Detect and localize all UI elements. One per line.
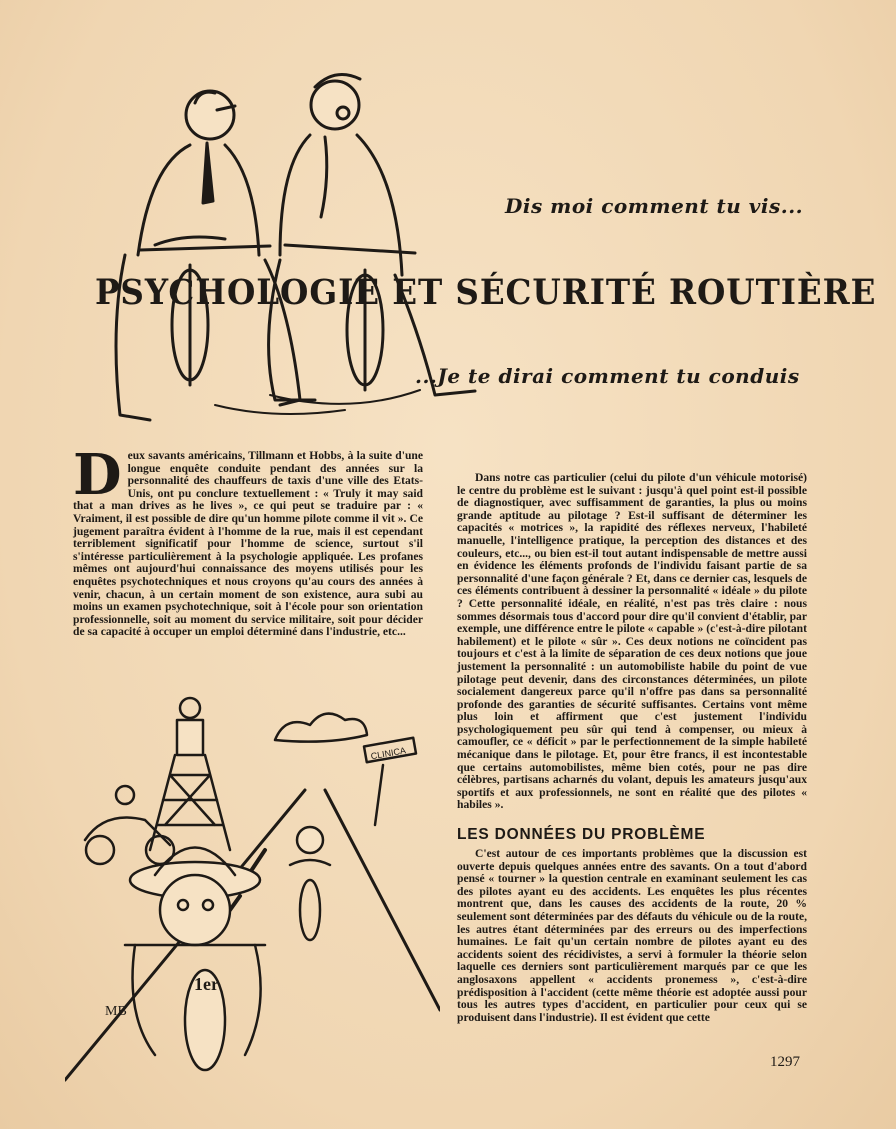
right-column (457, 472, 807, 812)
section-text: C'est autour de ces importants problèmes que la discussion est ouverte depuis quelques années entre des savants. On a tout d'abord pensé « tourner » la question centrale en examinant seulement les cas des pilotes ayant eu des accidents. Les enquêtes les plus récentes montrent que, dans les causes des accidents de la route, 20 % seulement sont déterminées par des défauts du véhicule ou de la route, les autres étant déterminées par des erreurs ou des imperfections humaines. Le fait qu'un certain nombre de pilotes ayant eu des accidents soient des récidivistes, a servi à formuler la théorie selon laquelle ces derniers sont particulièrement marqués par ce que les anglosaxons appellent « accidents pronemess », c'est-à-dire prédisposition à l'accident (cette même théorie est adoptée aussi pour tous les autres types d'accident, en particulier pour ceux qui se produisent dans l'industrie). Il est évident que cette (457, 847, 807, 1024)
right-column-text: Dans notre cas particulier (celui du pilote d'un véhicule motorisé) le centre du problème est le suivant : jusqu'à quel point est-il possible de diagnostiquer, avec suffisamment de garanties, la plus ou moins grande aptitude au pilotage ? Est-il suffisant de déterminer les capacités « motrices », la rapidité des réflexes nerveux, l'habileté manuelle, l'intelligence pratique, la perception des distances et des couleurs, etc..., ou bien est-il tout autant indispensable de mettre aussi en évidence les éléments profonds de l'individu faisant partie de sa personnalité d'une façon générale ? Et, dans ce dernier cas, lesquels de ces éléments contribuent à dessiner la personnalité « idéale » du pilote ? Cette personnalité idéale, en réalité, n'est pas très claire : nous sommes désormais tous d'accord pour dire qu'il convient d'établir, par exemple, une différence entre le pilote « capable » (c'est-à-dire pilotant habilement) et le pilote « sûr ». Ces deux notions ne coïncident pas toujours et c'est à la limite de séparation de ces deux notions que joue justement la personnalité : un automobiliste habile du point de vue pilotage peut devenir, dans des circonstances déterminées, un pilote socialement dangereux parce qu'il n'offre pas dans sa personnalité profonde des garanties de sécurité suffisantes. Certains vont même plus loin et affirment que c'est justement l'individu psychologiquement peu sûr qui tend à compenser, ou mieux à camoufler, ce « déficit » par le perfectionnement de la simple habileté mécanique dans le pilotage. Et, pour être francs, il est incontestable que certains automobilistes, même bien cotés, pour ne pas dire célèbres, partisans acharnés du volant, depuis les amateurs jusqu'aux sportifs et aux professionnels, ne sont en réalité que des pilotes « habiles ». (457, 471, 807, 812)
article-title: PSYCHOLOGIE ET SÉCURITÉ ROUTIÈRE (95, 272, 877, 313)
dropcap: D (73, 442, 122, 508)
number-plate-text: 1er (194, 974, 219, 994)
road-scene-illustration (65, 680, 440, 1100)
section-column (457, 848, 807, 1024)
clinic-sign-text: CLINICA (369, 745, 407, 762)
page-number: 1297 (770, 1054, 800, 1070)
left-column (73, 442, 423, 639)
artist-signature: MB (105, 1004, 127, 1019)
section-heading: LES DONNÉES DU PROBLÈME (457, 826, 706, 843)
subkicker-text: ...Je te dirai comment tu conduis (415, 364, 800, 388)
left-column-text: eux savants américains, Tillmann et Hobbs, à la suite d'une longue enquête conduite pendant des années sur la personnalité des chauffeurs de taxis d'une ville des Etats-Unis, ont pu conclure textuellement : « Truly it may said that a man drives as he lives », ce qui peut se traduire par : « Vraiment, il est possible de dire qu'un homme pilote comme il vit ». Ce jugement paraîtra évident à l'homme de la rue, mais il est cependant terriblement significatif pour l'homme de science, surtout s'il s'intéresse particulièrement à la psychologie appliquée. Les profanes mêmes ont aujourd'hui connaissance des moyens utilisés pour les enquêtes psychotechniques et nous croyons qu'au cours des années à venir, chacun, à un certain moment de son existence, aura subi au moins un examen psychotechnique, soit à l'école pour son orientation professionnelle, soit au moment du service militaire, soit pour décider de sa capacité à occuper un emploi déterminé dans l'industrie, etc... (73, 449, 423, 639)
kicker-text: Dis moi comment tu vis... (505, 194, 804, 218)
